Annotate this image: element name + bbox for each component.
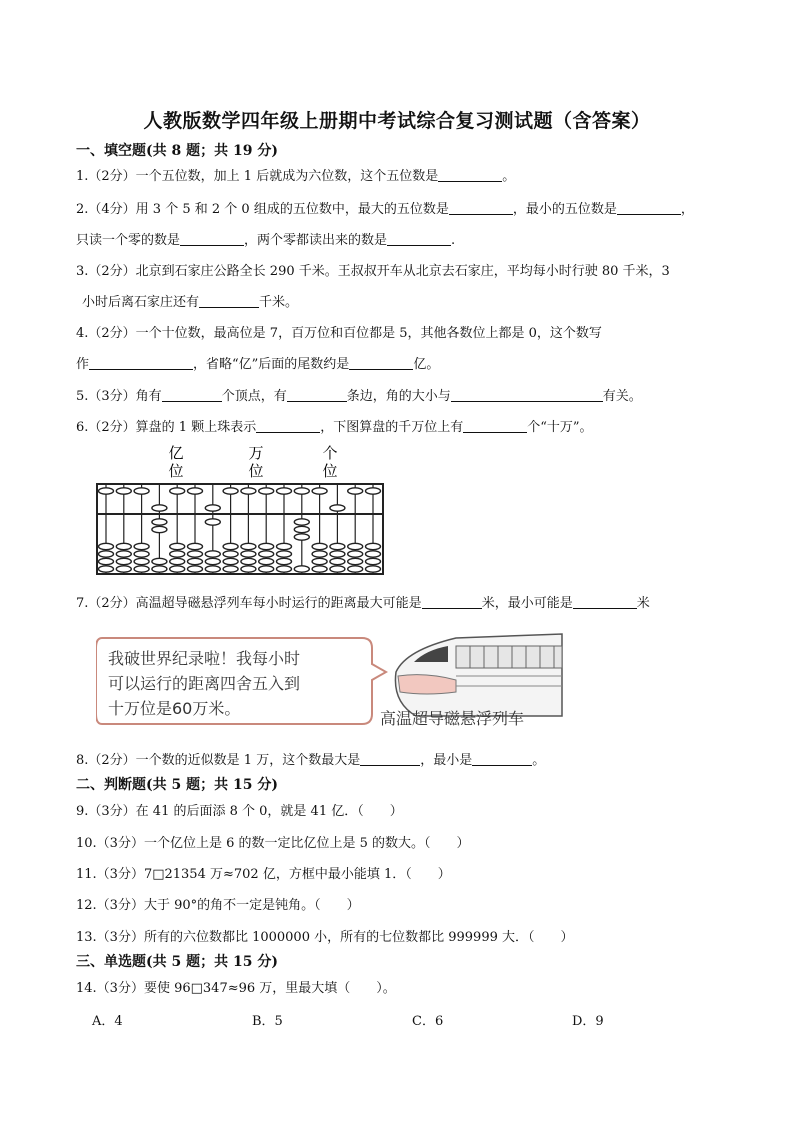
q3-text-c: 千米。 [259,295,299,310]
option-c[interactable]: C．6 [412,1014,444,1029]
question-9: 9.（3分）在 41 的后面添 8 个 0，就是 41 亿．（ ） [76,804,403,819]
abacus-label-wei: 位 [248,462,264,480]
abacus-bead [277,566,292,572]
abacus-bead [116,551,131,557]
abacus-bead [134,566,149,572]
answer-blank[interactable] [438,167,502,182]
abacus-bead [170,488,185,494]
abacus-bead [294,534,309,540]
answer-blank[interactable] [360,751,420,766]
q2-text: 2.（4分）用 3 个 5 和 2 个 0 组成的五位数中，最大的五位数是 [76,202,449,217]
abacus-bead [223,488,238,494]
abacus-bead [99,566,114,572]
option-b[interactable]: B．5 [252,1014,283,1029]
answer-blank[interactable] [387,231,451,246]
answer-blank[interactable] [162,387,222,402]
question-8 [76,749,545,768]
abacus-bead [152,566,167,572]
abacus-bead [188,551,203,557]
question-6 [76,416,593,435]
abacus-bead [259,543,274,549]
question-5 [76,385,642,404]
question-3 [76,260,670,279]
abacus-bead [294,526,309,532]
q5-text-b: 个顶点，有 [221,389,287,404]
answer-blank[interactable] [617,200,681,215]
question-12: 12.（3分）大于 90°的角不一定是钝角。（ ） [76,898,360,913]
abacus-bead [241,566,256,572]
abacus-bead [152,558,167,564]
section-fill-blank: 一、填空题(共 8 题；共 19 分) [76,143,278,159]
q2-text-b: ，最小的五位数是 [512,202,617,217]
q8-text-c: 。 [532,753,546,768]
abacus-bead [99,543,114,549]
abacus-bead [259,558,274,564]
bubble-line-3: 十万位是60万米。 [108,699,241,718]
abacus-bead [294,488,309,494]
q7-text: 7.（2分）高温超导磁悬浮列车每小时运行的距离最大可能是 [76,596,422,611]
answer-blank[interactable] [256,418,320,433]
abacus-bead [277,551,292,557]
abacus-bead [205,505,220,511]
abacus-bead [348,566,363,572]
answer-blank[interactable] [449,200,513,215]
abacus-bead [312,566,327,572]
question-13: 13.（3分）所有的六位数都比 1000000 小，所有的七位数都比 999999 大．（ ） [76,930,574,945]
option-d[interactable]: D．9 [572,1014,604,1029]
q8-text: 8.（2分）一个数的近似数是 1 万，这个数最大是 [76,753,361,768]
abacus-bead [152,505,167,511]
question-4 [76,322,602,341]
abacus-bead [366,543,381,549]
abacus-bead [312,488,327,494]
abacus-bead [294,519,309,525]
answer-blank[interactable] [422,594,482,609]
abacus-bead [99,558,114,564]
abacus-label-wan: 万 [248,444,264,462]
q6-text: 6.（2分）算盘的 1 颗上珠表示 [76,420,257,435]
question-2 [76,198,694,217]
abacus-bead [312,543,327,549]
bubble-line-1: 我破世界纪录啦！我每小时 [108,649,301,668]
abacus-bead [330,551,345,557]
abacus-bead [223,566,238,572]
abacus-bead [170,566,185,572]
abacus-bead [241,488,256,494]
q1-end: 。 [502,169,516,184]
abacus-bead [134,551,149,557]
q5-text-c: 条边，角的大小与 [346,389,451,404]
abacus-bead [366,551,381,557]
abacus-bead [134,558,149,564]
q7-text-b: 米，最小可能是 [481,596,573,611]
abacus-bead [170,543,185,549]
abacus-bead [348,551,363,557]
abacus-bead [188,566,203,572]
answer-blank[interactable] [180,231,244,246]
train-caption: 高温超导磁悬浮列车 [380,709,525,728]
abacus-bead [312,558,327,564]
abacus-bead [116,488,131,494]
q2-text-f: . [451,233,456,248]
abacus-bead [366,566,381,572]
q4-text-c: ，省略“亿”后面的尾数约是 [193,357,350,372]
question-14-options [92,1010,732,1029]
option-a[interactable]: A．4 [92,1014,123,1029]
question-2-cont [76,229,455,248]
abacus-label-yi: 亿 [168,444,184,462]
abacus-bead [348,543,363,549]
abacus-figure [96,444,386,576]
q5-text: 5.（3分）角有 [76,389,162,404]
question-1 [76,165,515,184]
abacus-bead [99,488,114,494]
bubble-line-2: 可以运行的距离四舍五入到 [108,674,301,693]
abacus-bead [152,519,167,525]
question-3-cont [82,291,298,310]
section-single-choice: 三、单选题(共 5 题；共 15 分) [76,954,278,970]
abacus-bead [134,543,149,549]
abacus-bead [330,558,345,564]
abacus-bead [366,558,381,564]
q3-text: 3.（2分）北京到石家庄公路全长 290 千米。王叔叔开车从北京去石家庄，平均每小时行驶 80 千米，3 [76,264,670,279]
q8-text-b: ，最小是 [420,753,473,768]
abacus-bead [205,566,220,572]
abacus-bead [116,543,131,549]
abacus-bead [116,558,131,564]
abacus-bead [188,558,203,564]
abacus-bead [366,488,381,494]
abacus-bead [259,566,274,572]
answer-blank[interactable] [451,387,603,402]
q5-text-d: 有关。 [602,389,642,404]
abacus-bead [241,558,256,564]
abacus-bead [223,551,238,557]
answer-blank[interactable] [287,387,347,402]
abacus-bead [277,543,292,549]
abacus-bead [277,558,292,564]
answer-blank[interactable] [573,594,637,609]
abacus-bead [259,551,274,557]
abacus-bead [223,543,238,549]
abacus-bead [259,488,274,494]
train-nose-stripe [398,675,456,694]
question-11: 11.（3分）7□21354 万≈702 亿，方框中最小能填 1．（ ） [76,867,451,882]
q2-text-c: ， [680,202,694,217]
abacus-bead [241,543,256,549]
abacus-label-wei: 位 [322,462,338,480]
abacus-bead [205,519,220,525]
answer-blank[interactable] [472,751,532,766]
abacus-bead [330,566,345,572]
abacus-bead [348,558,363,564]
abacus-bead [188,488,203,494]
abacus-label-wei: 位 [168,462,184,480]
q2-text-e: ，两个零都读出来的数是 [244,233,388,248]
abacus-bead [330,505,345,511]
q1-text: 1.（2分）一个五位数，加上 1 后就成为六位数，这个五位数是 [76,169,439,184]
abacus-bead [348,488,363,494]
abacus-bead [294,566,309,572]
train-window-band [456,646,562,668]
abacus-bead [99,551,114,557]
q6-text-c: 个“十万”。 [527,420,593,435]
abacus-bead [330,543,345,549]
q7-text-c: 米 [636,596,650,611]
abacus-bead [205,558,220,564]
answer-blank[interactable] [89,355,193,370]
abacus-bead [116,566,131,572]
abacus-bead [188,543,203,549]
abacus-rods [99,484,381,574]
abacus-bead [241,551,256,557]
abacus-bead [170,558,185,564]
abacus-bead [152,526,167,532]
question-4-cont [76,353,439,372]
q6-text-b: ，下图算盘的千万位上有 [320,420,464,435]
abacus-label-ge: 个 [322,444,338,462]
section-judgement: 二、判断题(共 5 题；共 15 分) [76,777,278,793]
q2-text-d: 只读一个零的数是 [76,233,181,248]
q4-text-b: 作 [76,357,90,372]
abacus-bead [205,551,220,557]
question-7 [76,592,650,611]
q4-text: 4.（2分）一个十位数，最高位是 7，百万位和百位都是 5，其他各数位上都是 0，这个数写 [76,326,602,341]
question-10: 10.（3分）一个亿位上是 6 的数一定比亿位上是 5 的数大。（ ） [76,836,470,851]
answer-blank[interactable] [199,293,259,308]
q4-text-d: 亿。 [413,357,440,372]
question-14: 14.（3分）要使 96□347≈96 万，里最大填（ ）。 [76,981,396,996]
page-title: 人教版数学四年级上册期中考试综合复习测试题（含答案） [143,110,651,132]
answer-blank[interactable] [349,355,413,370]
abacus-bead [223,558,238,564]
abacus-bead [312,551,327,557]
answer-blank[interactable] [463,418,527,433]
abacus-bead [170,551,185,557]
q3-text-b: 小时后离石家庄还有 [82,295,200,310]
abacus-bead [277,488,292,494]
abacus-bead [134,488,149,494]
